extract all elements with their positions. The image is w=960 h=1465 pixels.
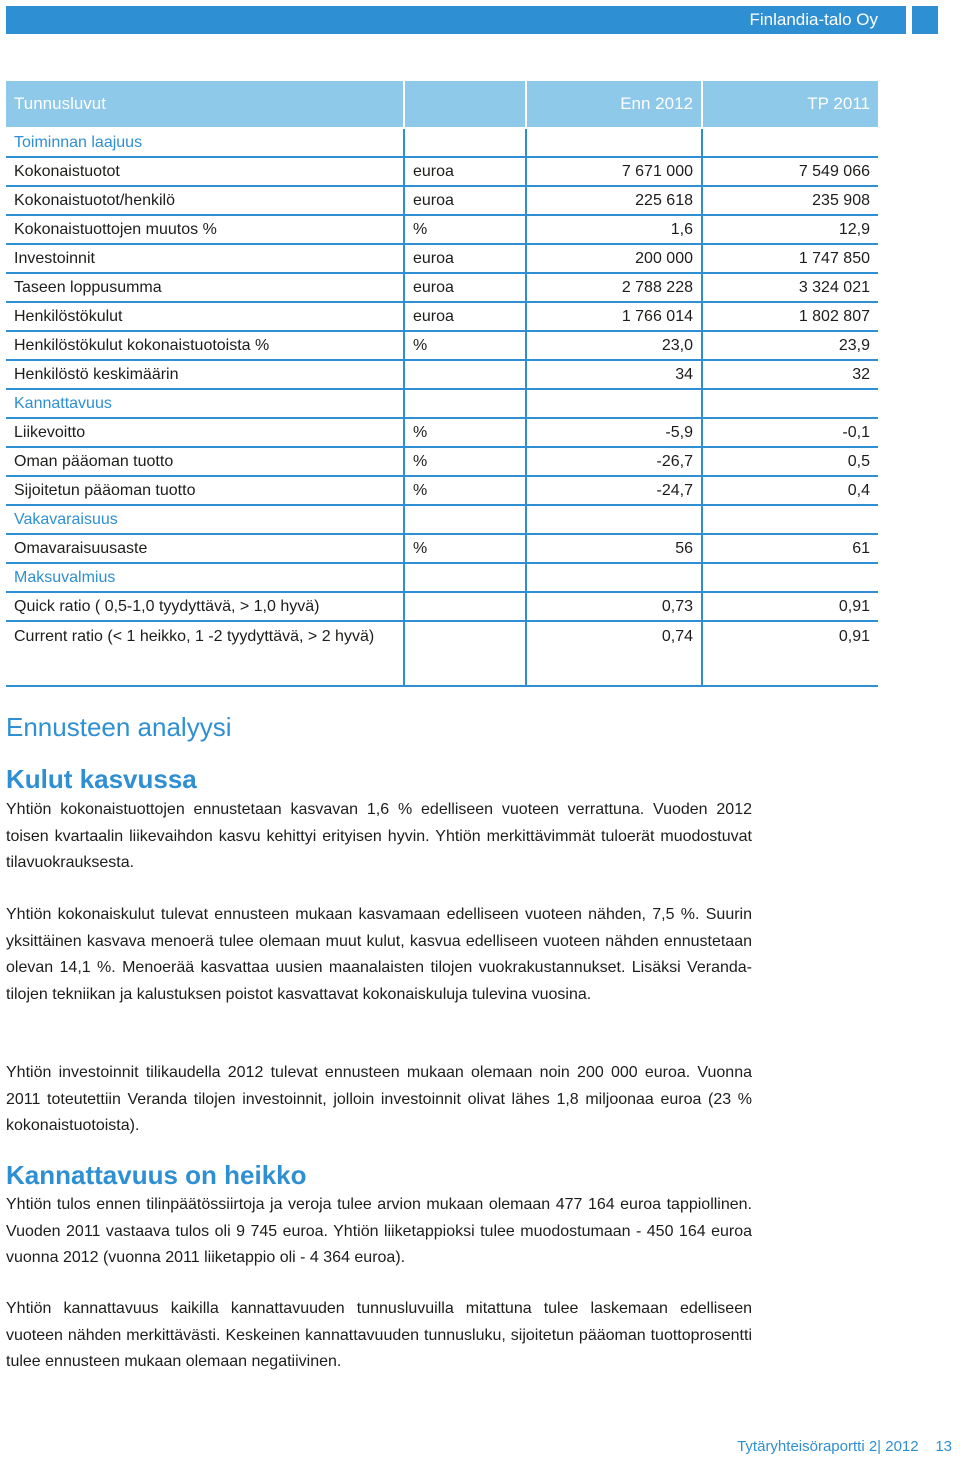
row-value-enn-2012: 200 000: [526, 244, 702, 273]
row-value-tp-2011: [702, 505, 878, 534]
row-value-enn-2012: 23,0: [526, 331, 702, 360]
header-bar: [6, 6, 906, 34]
row-unit: euroa: [404, 186, 526, 215]
table-row: [6, 534, 878, 563]
paragraph: Yhtiön kokonaistuottojen ennustetaan kasvavan 1,6 % edelliseen vuoteen verrattuna. Vuoden 2012 toisen kvartaalin liikevaihdon kasvu kehittyi erityisen hyvin. Yhtiön merkittävimmät tuloerät muodostuvat tilavuokrauksesta.: [6, 801, 752, 871]
row-label: Kannattavuus: [6, 389, 404, 418]
table-row: [6, 476, 878, 505]
row-value-tp-2011: [702, 389, 878, 418]
row-value-tp-2011: 12,9: [702, 215, 878, 244]
row-unit: [404, 505, 526, 534]
row-label: Henkilöstökulut: [6, 302, 404, 331]
row-unit: euroa: [404, 273, 526, 302]
header-col-enn-2012: Enn 2012: [526, 81, 702, 128]
row-value-enn-2012: 2 788 228: [526, 273, 702, 302]
row-unit: euroa: [404, 302, 526, 331]
row-value-tp-2011: 0,4: [702, 476, 878, 505]
row-value-tp-2011: 7 549 066: [702, 157, 878, 186]
row-label: Henkilöstö keskimäärin: [6, 360, 404, 389]
row-value-enn-2012: [526, 389, 702, 418]
section-heading-kannattavuus: Kannattavuus on heikko: [6, 1160, 307, 1190]
row-value-enn-2012: -5,9: [526, 418, 702, 447]
row-value-enn-2012: -26,7: [526, 447, 702, 476]
table-section-row: [6, 563, 878, 592]
row-value-tp-2011: 0,91: [702, 592, 878, 621]
paragraph: Yhtiön tulos ennen tilinpäätössiirtoja ja veroja tulee arvion mukaan olemaan 477 164 euroa tappiollinen. Vuoden 2011 vastaava tulos oli 9 745 euroa. Yhtiön liiketappioksi tulee muodostumaan - 450 164 euroa vuonna 2012 (vuonna 2011 liiketappio oli - 4 364 euroa).: [6, 1196, 752, 1266]
row-value-enn-2012: [526, 505, 702, 534]
table-row: [6, 360, 878, 389]
row-unit: [404, 592, 526, 621]
row-value-tp-2011: -0,1: [702, 418, 878, 447]
row-unit: [404, 128, 526, 157]
row-value-tp-2011: [702, 128, 878, 157]
row-unit: %: [404, 447, 526, 476]
header-unit: [404, 81, 526, 128]
row-value-tp-2011: 3 324 021: [702, 273, 878, 302]
table-row: [6, 215, 878, 244]
table-row: [6, 447, 878, 476]
table-row: [6, 302, 878, 331]
row-unit: %: [404, 215, 526, 244]
row-label: Omavaraisuusaste: [6, 534, 404, 563]
page-footer: Tytäryhteisöraportti 2| 2012 13: [737, 1438, 952, 1455]
row-value-tp-2011: 235 908: [702, 186, 878, 215]
footer-year: 2012: [885, 1438, 919, 1455]
header-label: Tunnusluvut: [6, 81, 404, 128]
row-unit: %: [404, 476, 526, 505]
row-label: Toiminnan laajuus: [6, 128, 404, 157]
table-section-row: [6, 389, 878, 418]
header-col-tp-2011: TP 2011: [702, 81, 878, 128]
footer-issue: 2: [868, 1438, 878, 1455]
row-label: Liikevoitto: [6, 418, 404, 447]
row-value-enn-2012: -24,7: [526, 476, 702, 505]
row-unit: [404, 563, 526, 592]
row-label: Henkilöstökulut kokonaistuotoista %: [6, 331, 404, 360]
row-value-tp-2011: 32: [702, 360, 878, 389]
row-value-enn-2012: 1 766 014: [526, 302, 702, 331]
row-label: Taseen loppusumma: [6, 273, 404, 302]
row-label: Current ratio (< 1 heikko, 1 -2 tyydyttävä, > 2 hyvä): [6, 621, 404, 686]
row-unit: [404, 360, 526, 389]
row-unit: euroa: [404, 244, 526, 273]
row-unit: %: [404, 418, 526, 447]
table-row: [6, 157, 878, 186]
paragraph: Yhtiön kannattavuus kaikilla kannattavuuden tunnusluvuilla mitattuna tulee laskemaan edelliseen vuoteen nähden merkittävästi. Keskeinen kannattavuuden tunnusluku, sijoitetun pääoman tuottoprosentti tulee ennusteen mukaan olemaan negatiivinen.: [6, 1300, 752, 1370]
table-row: [6, 621, 878, 686]
row-value-enn-2012: 34: [526, 360, 702, 389]
paragraph: Yhtiön investoinnit tilikaudella 2012 tulevat ennusteen mukaan olemaan noin 200 000 euroa. Vuonna 2011 toteutettiin Veranda tilojen investoinnit, jolloin investoinnit olivat lähes 1,8 miljoonaa euroa (23 % kokonaistuotoista).: [6, 1064, 752, 1134]
row-label: Vakavaraisuus: [6, 505, 404, 534]
row-label: Maksuvalmius: [6, 563, 404, 592]
row-value-enn-2012: 7 671 000: [526, 157, 702, 186]
row-label: Oman pääoman tuotto: [6, 447, 404, 476]
table-row: [6, 186, 878, 215]
company-name: Finlandia-talo Oy: [749, 10, 878, 29]
table-row: [6, 273, 878, 302]
key-figures-table: [6, 81, 878, 687]
header-accent-square: [912, 6, 938, 34]
row-value-tp-2011: 1 802 807: [702, 302, 878, 331]
row-label: Kokonaistuotot/henkilö: [6, 186, 404, 215]
row-value-enn-2012: 56: [526, 534, 702, 563]
row-label: Kokonaistuottojen muutos %: [6, 215, 404, 244]
row-value-enn-2012: 225 618: [526, 186, 702, 215]
table-row: [6, 418, 878, 447]
row-unit: euroa: [404, 157, 526, 186]
row-label: Investoinnit: [6, 244, 404, 273]
row-value-tp-2011: 1 747 850: [702, 244, 878, 273]
row-label: Kokonaistuotot: [6, 157, 404, 186]
section-heading-kulut: Kulut kasvussa: [6, 764, 197, 794]
row-value-enn-2012: [526, 128, 702, 157]
row-unit: %: [404, 534, 526, 563]
table-section-row: [6, 128, 878, 157]
paragraph: Yhtiön kokonaiskulut tulevat ennusteen mukaan kasvamaan edelliseen vuoteen nähden, 7,5 %. Suurin yksittäinen kasvava menoerä tulee olemaan muut kulut, kasvua edelliseen vuoteen nähden ennustetaan olevan 14,1 %. Menoerää kasvattaa uusien maanalaisten tilojen vuokrakustannukset. Lisäksi Veranda-tilojen tekniikan ja kalustuksen poistot kasvattavat kokonaiskuluja tulevina vuosina.: [6, 906, 752, 1003]
row-value-tp-2011: 61: [702, 534, 878, 563]
row-value-enn-2012: 0,74: [526, 621, 702, 686]
table-row: [6, 331, 878, 360]
row-unit: %: [404, 331, 526, 360]
row-value-enn-2012: [526, 563, 702, 592]
row-label: Sijoitetun pääoman tuotto: [6, 476, 404, 505]
row-unit: [404, 389, 526, 418]
row-value-tp-2011: 0,91: [702, 621, 878, 686]
row-value-enn-2012: 1,6: [526, 215, 702, 244]
table-header-row: [6, 81, 878, 128]
table-row: [6, 592, 878, 621]
row-value-tp-2011: 23,9: [702, 331, 878, 360]
analysis-title: Ennusteen analyysi: [6, 712, 232, 742]
row-value-enn-2012: 0,73: [526, 592, 702, 621]
row-value-tp-2011: [702, 563, 878, 592]
row-value-tp-2011: 0,5: [702, 447, 878, 476]
row-label: Quick ratio ( 0,5-1,0 tyydyttävä, > 1,0 hyvä): [6, 592, 404, 621]
row-unit: [404, 621, 526, 686]
footer-page-number: 13: [935, 1438, 952, 1455]
table-section-row: [6, 505, 878, 534]
table-row: [6, 244, 878, 273]
footer-report-name: Tytäryhteisöraportti: [737, 1438, 865, 1455]
